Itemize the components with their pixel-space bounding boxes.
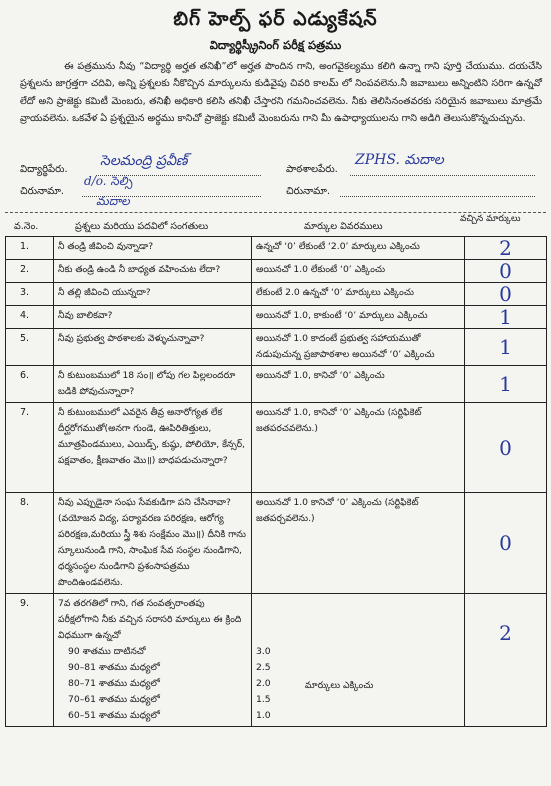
form-subtitle: విద్యార్థిస్క్రీనింగ్ పరీక్ష పత్రము	[209, 38, 342, 52]
table-row	[6, 366, 547, 403]
student-name-value[interactable]: సెలమంద్రి ప్రవీణ్	[100, 153, 188, 169]
grade-band-score: 1.5	[256, 694, 271, 705]
grade-band-score: 2.5	[256, 662, 271, 673]
grade-band-score: 3.0	[256, 646, 271, 657]
student-address-label: చిరునామా.	[20, 186, 65, 197]
row-criteria: అయినచో 1.0 కాదంటే ప్రభుత్వ సహాయముతో నడుపుచున్న ప్రజాపాఠశాల అయినచో ‘0’ ఎక్కించు	[252, 329, 465, 366]
row-mark[interactable]: 1	[465, 329, 547, 366]
row-question: నీవు ఎప్పుడైనా సంఘ సేవకుడిగా పని చేసినావా? (వయోజన విద్య, పర్యావరణ పరిరక్షణ, ఆరోగ్య పరిరక్షణ,మరియు స్త్రీ శిశు సంక్షేమం మొ॥) దీనికి గాను స్కూలునుండి గాని, సాంఘిక సేవ సంస్థల నుండిగాని, ధర్మసంస్థల నుండిగాని ప్రశంసాపత్రము పొందిఉండవలెను.	[54, 493, 252, 594]
table-row	[6, 594, 547, 727]
table-row	[6, 329, 547, 366]
row-criteria: మార్కులు ఎక్కించు	[304, 680, 374, 691]
row-mark[interactable]: 0	[465, 260, 547, 283]
student-address-value-1[interactable]: d/o. సెల్సి	[84, 174, 133, 188]
grade-band-label: 60–51 శాతము మధ్యలో	[68, 710, 160, 721]
row-mark[interactable]: 2	[465, 594, 547, 727]
row-number: 9.	[6, 594, 54, 727]
table-row	[6, 306, 547, 329]
row-number: 6.	[6, 366, 54, 403]
row-criteria: అయినచో 1.0, కాకుంటే ‘0’ మార్కులు ఎక్కించు	[252, 306, 465, 329]
grade-band-label: 90 శాతము దాటినచో	[68, 646, 146, 657]
table-row	[6, 493, 547, 594]
row-mark[interactable]: 2	[465, 237, 547, 260]
row-criteria: అయినచో 1.0 లేకుంటే ‘0’ ఎక్కించు	[252, 260, 465, 283]
table-row	[6, 283, 547, 306]
table-row	[6, 260, 547, 283]
form-title: బిగ్ హెల్ప్ ఫర్ ఎడ్యుకేషన్	[173, 8, 378, 30]
row-number: 8.	[6, 493, 54, 594]
row-mark[interactable]: 0	[465, 283, 547, 306]
row-question-cell	[54, 594, 252, 727]
instructions-paragraph: ఈ పత్రమును నీవు “విద్యార్థి అర్హత తనిఖీ”లో అర్హత పొందిన గాని, అంగవైకల్యము కలిగి ఉన్నా గాని పూర్తి చేయుము. దయచేసి ప్రశ్నలను జాగ్రత్తగా చదివి, అన్ని ప్రశ్నలకు నీకొచ్చిన మార్కులను కుడివైపు చివరి కాలమ్ లో నింపవలెను.నీ జవాబులు అన్నింటిని సరిగా ఉన్నవో లేదో అని ప్రాజెక్టు కమిటీ మెంబరు, తనిఖీ అధికారి కలిసి తనిఖీ చేస్తారని గమనించవలెను. నీకు తెలిసినంతవరకు సరియైన జవాబులు మాత్రమే వ్రాయవలెను. ఒకవేళ ఏ ప్రశ్నయైన అర్థము కానిచో ప్రాజెక్టు కమిటీ మెంబరును గాని మీ ఉపాధ్యాయులను గాని అడిగి తెలుసుకొన్నచుచ్చును.	[20, 61, 542, 125]
student-name-label: విద్యార్థిపేరు.	[20, 164, 68, 175]
row-number: 7.	[6, 403, 54, 493]
school-address-label: చిరునామా.	[286, 186, 331, 197]
row-number: 5.	[6, 329, 54, 366]
row-question: నీ తండ్రి జీవించి వున్నాడా?	[54, 237, 252, 260]
row-criteria: ఉన్నచో ‘0’ లేకుంటే ‘2.0’ మార్కులు ఎక్కించు	[252, 237, 465, 260]
section-divider	[5, 212, 546, 213]
row-question: నీ కుటుంబములో ఎవరైన తీవ్ర అనారోగ్యత లేక దీర్ఘరోగముతో(అనగా గుండె, ఊపిరితిత్తులు, మూత్రపిండములు, ఎయిడ్స్, కుష్ఠు, పోలియో, కేన్సర్, పక్షవాతం, క్షీణవాతం మొ॥) బాధపడుచున్నారా?	[54, 403, 252, 493]
row-mark[interactable]: 0	[465, 403, 547, 493]
row-number: 2.	[6, 260, 54, 283]
row-question: నీ తల్లి జీవించి యున్నదా?	[54, 283, 252, 306]
row-mark[interactable]: 0	[465, 493, 547, 594]
screening-table	[5, 236, 547, 727]
grade-band-scores	[256, 644, 286, 724]
student-address-value-2[interactable]: మదాల	[96, 194, 130, 208]
row-criteria: అయినచో 1.0 కానిచో ‘0’ ఎక్కించు (సర్టిఫికెట్ జతపర్చవలెను.)	[252, 493, 465, 594]
row-mark[interactable]: 1	[465, 306, 547, 329]
school-name-label: పాఠశాలపేరు.	[286, 164, 338, 175]
grade-band-label: 80–71 శాతము మధ్యలో	[68, 678, 160, 689]
table-row	[6, 237, 547, 260]
grade-band-label: 70–61 శాతము మధ్యలో	[68, 694, 160, 705]
row-question: నీవు ప్రభుత్వ పాఠశాలకు వెళ్ళుచున్నావా?	[54, 329, 252, 366]
row-criteria: అయినచో 1.0, కానిచో ‘0’ ఎక్కించు	[252, 366, 465, 403]
row-criteria-cell	[252, 594, 465, 727]
row-number: 4.	[6, 306, 54, 329]
row-criteria: లేకుంటే 2.0 ఉన్నచో ‘0’ మార్కులు ఎక్కించు	[252, 283, 465, 306]
school-address-line	[340, 196, 535, 197]
row-number: 3.	[6, 283, 54, 306]
school-name-value[interactable]: ZPHS. మదాల	[355, 152, 444, 168]
row-criteria: అయినచో 1.0, కానిచో ‘0’ ఎక్కించు (సర్టిఫికెట్ జతపరచవలెను.)	[252, 403, 465, 493]
header-serial: వ.నెం.	[14, 221, 39, 232]
row-question: నీకు తండ్రి ఉండి నీ బాధ్యత వహించుట లేదా?	[54, 260, 252, 283]
header-question: ప్రశ్నలు మరియు పదవిలో సంగతులు	[75, 221, 209, 232]
header-criteria: మార్కుల వివరములు	[304, 221, 383, 232]
row-question: నీ కుటుంబములో 18 సం॥ లోపు గల పిల్లలందరూ బడికి పోవుచున్నారా?	[54, 366, 252, 403]
row-question: నీవు బాలికవా?	[54, 306, 252, 329]
row-number: 1.	[6, 237, 54, 260]
grade-band-score: 1.0	[256, 710, 271, 721]
grade-band-score: 2.0	[256, 678, 271, 689]
row-mark[interactable]: 1	[465, 366, 547, 403]
header-marks: వచ్చిన మార్కులు	[460, 214, 521, 224]
school-name-line	[350, 175, 535, 176]
row-question: 7వ తరగతిలో గాని, గత సంవత్సరాంతపు పరీక్షలోగాని నీకు వచ్చిన సరాసరి మార్కులు ఈ క్రింది విధముగా ఉన్నచో	[58, 598, 242, 641]
grade-band-label: 90–81 శాతము మధ్యలో	[68, 662, 160, 673]
table-row	[6, 403, 547, 493]
